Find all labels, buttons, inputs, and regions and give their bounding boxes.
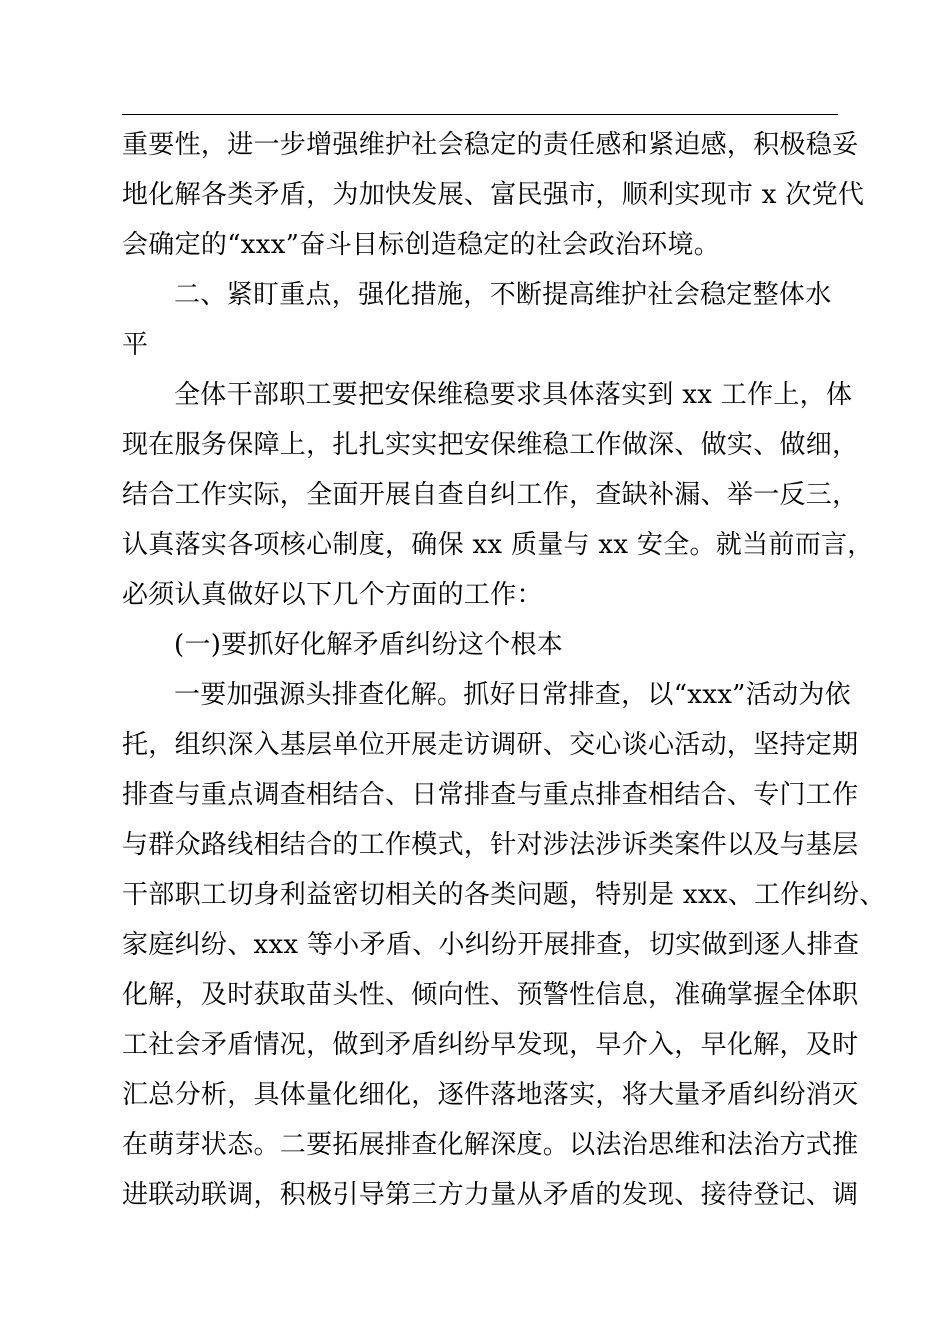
- text-line-19: 工社会矛盾情况，做到矛盾纠纷早发现，早介入，早化解，及时: [122, 1030, 859, 1060]
- text-line-9: 认真落实各项核心制度，确保 xx 质量与 xx 安全。就当前而言，: [122, 530, 874, 560]
- text-line-13: 托，组织深入基层单位开展走访调研、交心谈心活动，坚持定期: [122, 730, 859, 760]
- text-line-15: 与群众路线相结合的工作模式，针对涉法涉诉类案件以及与基层: [122, 830, 859, 860]
- text-line-7: 现在服务保障上，扎扎实实把安保维稳工作做深、做实、做细，: [122, 430, 859, 460]
- text-line-16: 干部职工切身利益密切相关的各类问题，特别是 xxx、工作纠纷、: [122, 880, 886, 910]
- text-line-21: 在萌芽状态。二要拓展排查化解深度。以法治思维和法治方式推: [122, 1130, 859, 1160]
- text-line-3: 会确定的“xxx”奋斗目标创造稳定的社会政治环境。: [122, 230, 721, 260]
- section-heading-2-cont: 平: [122, 330, 149, 360]
- text-line-2: 地化解各类矛盾，为加快发展、富民强市，顺利实现市 x 次党代: [122, 180, 865, 210]
- text-line-12: 一要加强源头排查化解。抓好日常排查，以“xxx”活动为依: [174, 680, 851, 710]
- text-line-20: 汇总分析，具体量化细化，逐件落地落实，将大量矛盾纠纷消灭: [122, 1080, 859, 1110]
- header-rule: [122, 114, 838, 115]
- text-line-14: 排查与重点调查相结合、日常排查与重点排查相结合、专门工作: [122, 780, 859, 810]
- text-line-1: 重要性，进一步增强维护社会稳定的责任感和紧迫感，积极稳妥: [122, 130, 859, 160]
- text-line-18: 化解，及时获取苗头性、倾向性、预警性信息，准确掌握全体职: [122, 980, 859, 1010]
- subsection-heading-1: (一)要抓好化解矛盾纠纷这个根本: [174, 630, 564, 660]
- text-line-17: 家庭纠纷、xxx 等小矛盾、小纠纷开展排查，切实做到逐人排查: [122, 930, 860, 960]
- section-heading-2: 二、紧盯重点，强化措施，不断提高维护社会稳定整体水: [174, 280, 832, 310]
- text-line-10: 必须认真做好以下几个方面的工作：: [122, 580, 543, 610]
- text-line-22: 进联动联调，积极引导第三方力量从矛盾的发现、接待登记、调: [122, 1180, 859, 1210]
- text-line-8: 结合工作实际，全面开展自查自纠工作，查缺补漏、举一反三，: [122, 480, 859, 510]
- text-line-6: 全体干部职工要把安保维稳要求具体落实到 xx 工作上，体: [174, 380, 853, 410]
